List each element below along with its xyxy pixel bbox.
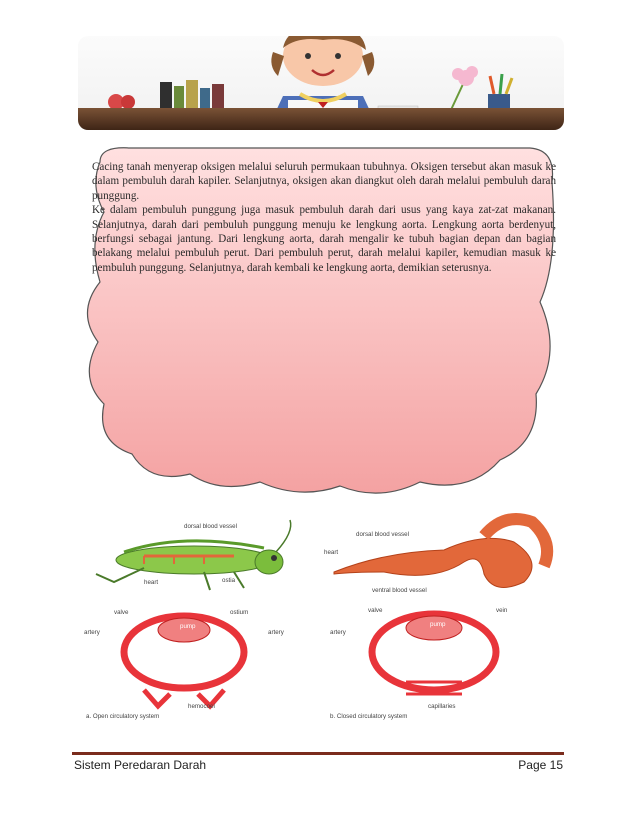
label-open-artery-right: artery xyxy=(268,629,284,636)
label-closed-artery: artery xyxy=(330,629,346,636)
label-closed-pump: pump xyxy=(430,621,446,628)
earthworm-illustration xyxy=(334,519,547,587)
label-open-dorsal: dorsal blood vessel xyxy=(184,523,237,530)
label-open-pump: pump xyxy=(180,623,196,630)
page-number: Page 15 xyxy=(518,758,563,772)
caption-closed: b. Closed circulatory system xyxy=(330,713,408,720)
label-open-ostia: ostia xyxy=(222,577,236,584)
grasshopper-illustration xyxy=(96,520,291,590)
footer-rule xyxy=(72,752,564,755)
body-text xyxy=(92,160,556,275)
paragraph-oxygen: Cacing tanah menyerap oksigen melalui seluruh permukaan tubuhnya. Oksigen tersebut akan masuk ke dalam pembuluh darah kapiler. Selanjutnya, oksigen akan diangkut oleh darah melalui pembuluh darah punggung. xyxy=(92,161,556,202)
label-open-heart: heart xyxy=(144,579,159,586)
label-closed-heart: heart xyxy=(324,549,339,556)
paragraph-circulation: Ke dalam pembuluh punggung juga masuk pembuluh darah dari usus yang kaya zat-zat makanan. Selanjutnya, darah dari pembuluh punggung menuju ke lengkung aorta. Lengkung aorta berdenyut, berfungsi sebagai jantung. Dari lengkung aorta, darah mengalir ke tubuh bagian depan dan bagian belakang melalui pembuluh perut. Dari pembuluh perut, darah melalui kapiler, kemudian masuk ke pembuluh punggung. Selanjutnya, darah kembali ke lengkung aorta, demikian seterusnya. xyxy=(92,204,556,274)
label-open-hemocoel: hemocoel xyxy=(188,703,215,710)
label-closed-dorsal: dorsal blood vessel xyxy=(356,531,409,538)
label-closed-vein: vein xyxy=(496,607,508,614)
footer-title: Sistem Peredaran Darah xyxy=(74,758,207,772)
desk-shelf xyxy=(78,108,564,130)
caption-open: a. Open circulatory system xyxy=(86,713,160,720)
label-open-ostium: ostium xyxy=(230,609,249,616)
label-closed-valve: valve xyxy=(368,607,383,614)
label-open-artery-left: artery xyxy=(84,629,100,636)
label-closed-ventral: ventral blood vessel xyxy=(372,587,427,594)
label-open-valve: valve xyxy=(114,609,129,616)
circulatory-figure xyxy=(84,512,564,724)
label-closed-capillaries: capillaries xyxy=(428,703,456,710)
